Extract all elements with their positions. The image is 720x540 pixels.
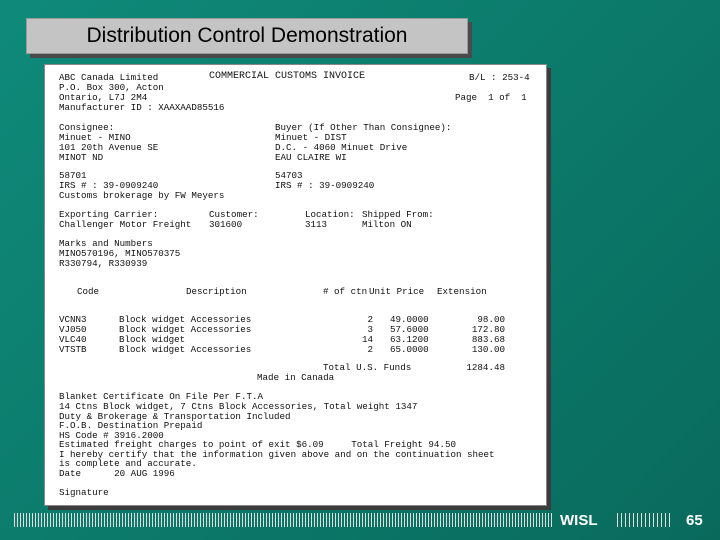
- item-description: Block widget Accessories: [119, 314, 252, 325]
- col-header-ctn: # of ctn: [323, 286, 368, 297]
- item-ctn: 2: [367, 314, 373, 325]
- invoice-title: COMMERCIAL CUSTOMS INVOICE: [209, 71, 366, 82]
- col-header-code: Code: [77, 286, 100, 297]
- note-line: is complete and accurate.: [59, 458, 197, 469]
- buyer-dc: D.C. - 4060 Minuet Drive: [275, 142, 408, 153]
- item-description: Block widget Accessories: [119, 344, 252, 355]
- location-label: Location:: [305, 209, 355, 220]
- consignee-name: Minuet - MINO: [59, 132, 131, 143]
- made-in: Made in Canada: [257, 372, 335, 383]
- carrier-label: Exporting Carrier:: [59, 209, 159, 220]
- total-value: 1284.48: [466, 362, 505, 373]
- item-code: VTSTB: [59, 344, 87, 355]
- item-unit-price: 57.6000: [390, 324, 429, 335]
- consignee-label: Consignee:: [59, 122, 115, 133]
- item-description: Block widget: [119, 334, 186, 345]
- item-code: VCNN3: [59, 314, 87, 325]
- item-unit-price: 63.1200: [390, 334, 429, 345]
- total-label: Total U.S. Funds: [323, 362, 412, 373]
- shipper-name: ABC Canada Limited: [59, 72, 159, 83]
- item-extension: 172.80: [471, 324, 505, 335]
- note-line: Estimated freight charges to point of exit $6.09 Total Freight 94.50: [59, 439, 456, 450]
- note-line: HS Code # 3916.2000: [59, 430, 164, 441]
- customer-label: Customer:: [209, 209, 259, 220]
- location-number: 3113: [305, 219, 328, 230]
- item-ctn: 2: [367, 344, 373, 355]
- signature-label: Signature: [59, 487, 109, 498]
- item-unit-price: 49.0000: [390, 314, 429, 325]
- manufacturer-id: Manufacturer ID : XAAXAAD85516: [59, 102, 225, 113]
- customs-broker: Customs brokerage by FW Meyers: [59, 190, 225, 201]
- bl-number: B/L : 253-4: [469, 72, 530, 83]
- item-code: VLC40: [59, 334, 87, 345]
- col-header-extension: Extension: [437, 286, 487, 297]
- customs-invoice-document: [44, 64, 547, 506]
- item-extension: 130.00: [471, 344, 505, 355]
- note-line: Duty & Brokerage & Transportation Included: [59, 411, 291, 422]
- item-unit-price: 65.0000: [390, 344, 429, 355]
- footer-label: WISL: [560, 512, 598, 529]
- footer-barcode-decoration-right: [617, 513, 673, 527]
- marks-line-2: R330794, R330939: [59, 258, 148, 269]
- consignee-address: 101 20th Avenue SE: [59, 142, 159, 153]
- slide-title-box: [26, 18, 468, 54]
- consignee-zip: 58701: [59, 170, 87, 181]
- note-line: 14 Ctns Block widget, 7 Ctns Block Accessories, Total weight 1347: [59, 401, 418, 412]
- buyer-label: Buyer (If Other Than Consignee):: [275, 122, 452, 133]
- item-ctn: 14: [361, 334, 373, 345]
- shipped-from: Milton ON: [362, 219, 412, 230]
- shipper-po: P.O. Box 300, Acton: [59, 82, 164, 93]
- buyer-name: Minuet - DIST: [275, 132, 347, 143]
- item-extension: 883.68: [471, 334, 505, 345]
- col-header-description: Description: [186, 286, 247, 297]
- item-ctn: 3: [367, 324, 373, 335]
- note-line: Blanket Certificate On File Per F.T.A: [59, 391, 263, 402]
- col-header-unit-price: Unit Price: [369, 286, 425, 297]
- consignee-irs: IRS # : 39-0909240: [59, 180, 159, 191]
- consignee-city: MINOT ND: [59, 152, 104, 163]
- note-line: Date 20 AUG 1996: [59, 468, 175, 479]
- buyer-city: EAU CLAIRE WI: [275, 152, 347, 163]
- shipper-city: Ontario, L7J 2M4: [59, 92, 148, 103]
- footer-barcode-decoration: [14, 513, 554, 527]
- customer-number: 301600: [209, 219, 243, 230]
- slide-page-number: 65: [686, 512, 703, 529]
- buyer-irs: IRS # : 39-0909240: [275, 180, 375, 191]
- buyer-zip: 54703: [275, 170, 303, 181]
- item-description: Block widget Accessories: [119, 324, 252, 335]
- item-code: VJ050: [59, 324, 87, 335]
- note-line: F.O.B. Destination Prepaid: [59, 420, 203, 431]
- item-extension: 98.00: [477, 314, 505, 325]
- slide-title: Distribution Control Demonstration: [86, 24, 408, 47]
- note-line: I hereby certify that the information given above and on the continuation sheet: [59, 449, 495, 460]
- carrier-name: Challenger Motor Freight: [59, 219, 192, 230]
- marks-label: Marks and Numbers: [59, 238, 153, 249]
- shipped-from-label: Shipped From:: [362, 209, 434, 220]
- marks-line-1: MINO570196, MINO570375: [59, 248, 181, 259]
- page-info: Page 1 of 1: [455, 92, 527, 103]
